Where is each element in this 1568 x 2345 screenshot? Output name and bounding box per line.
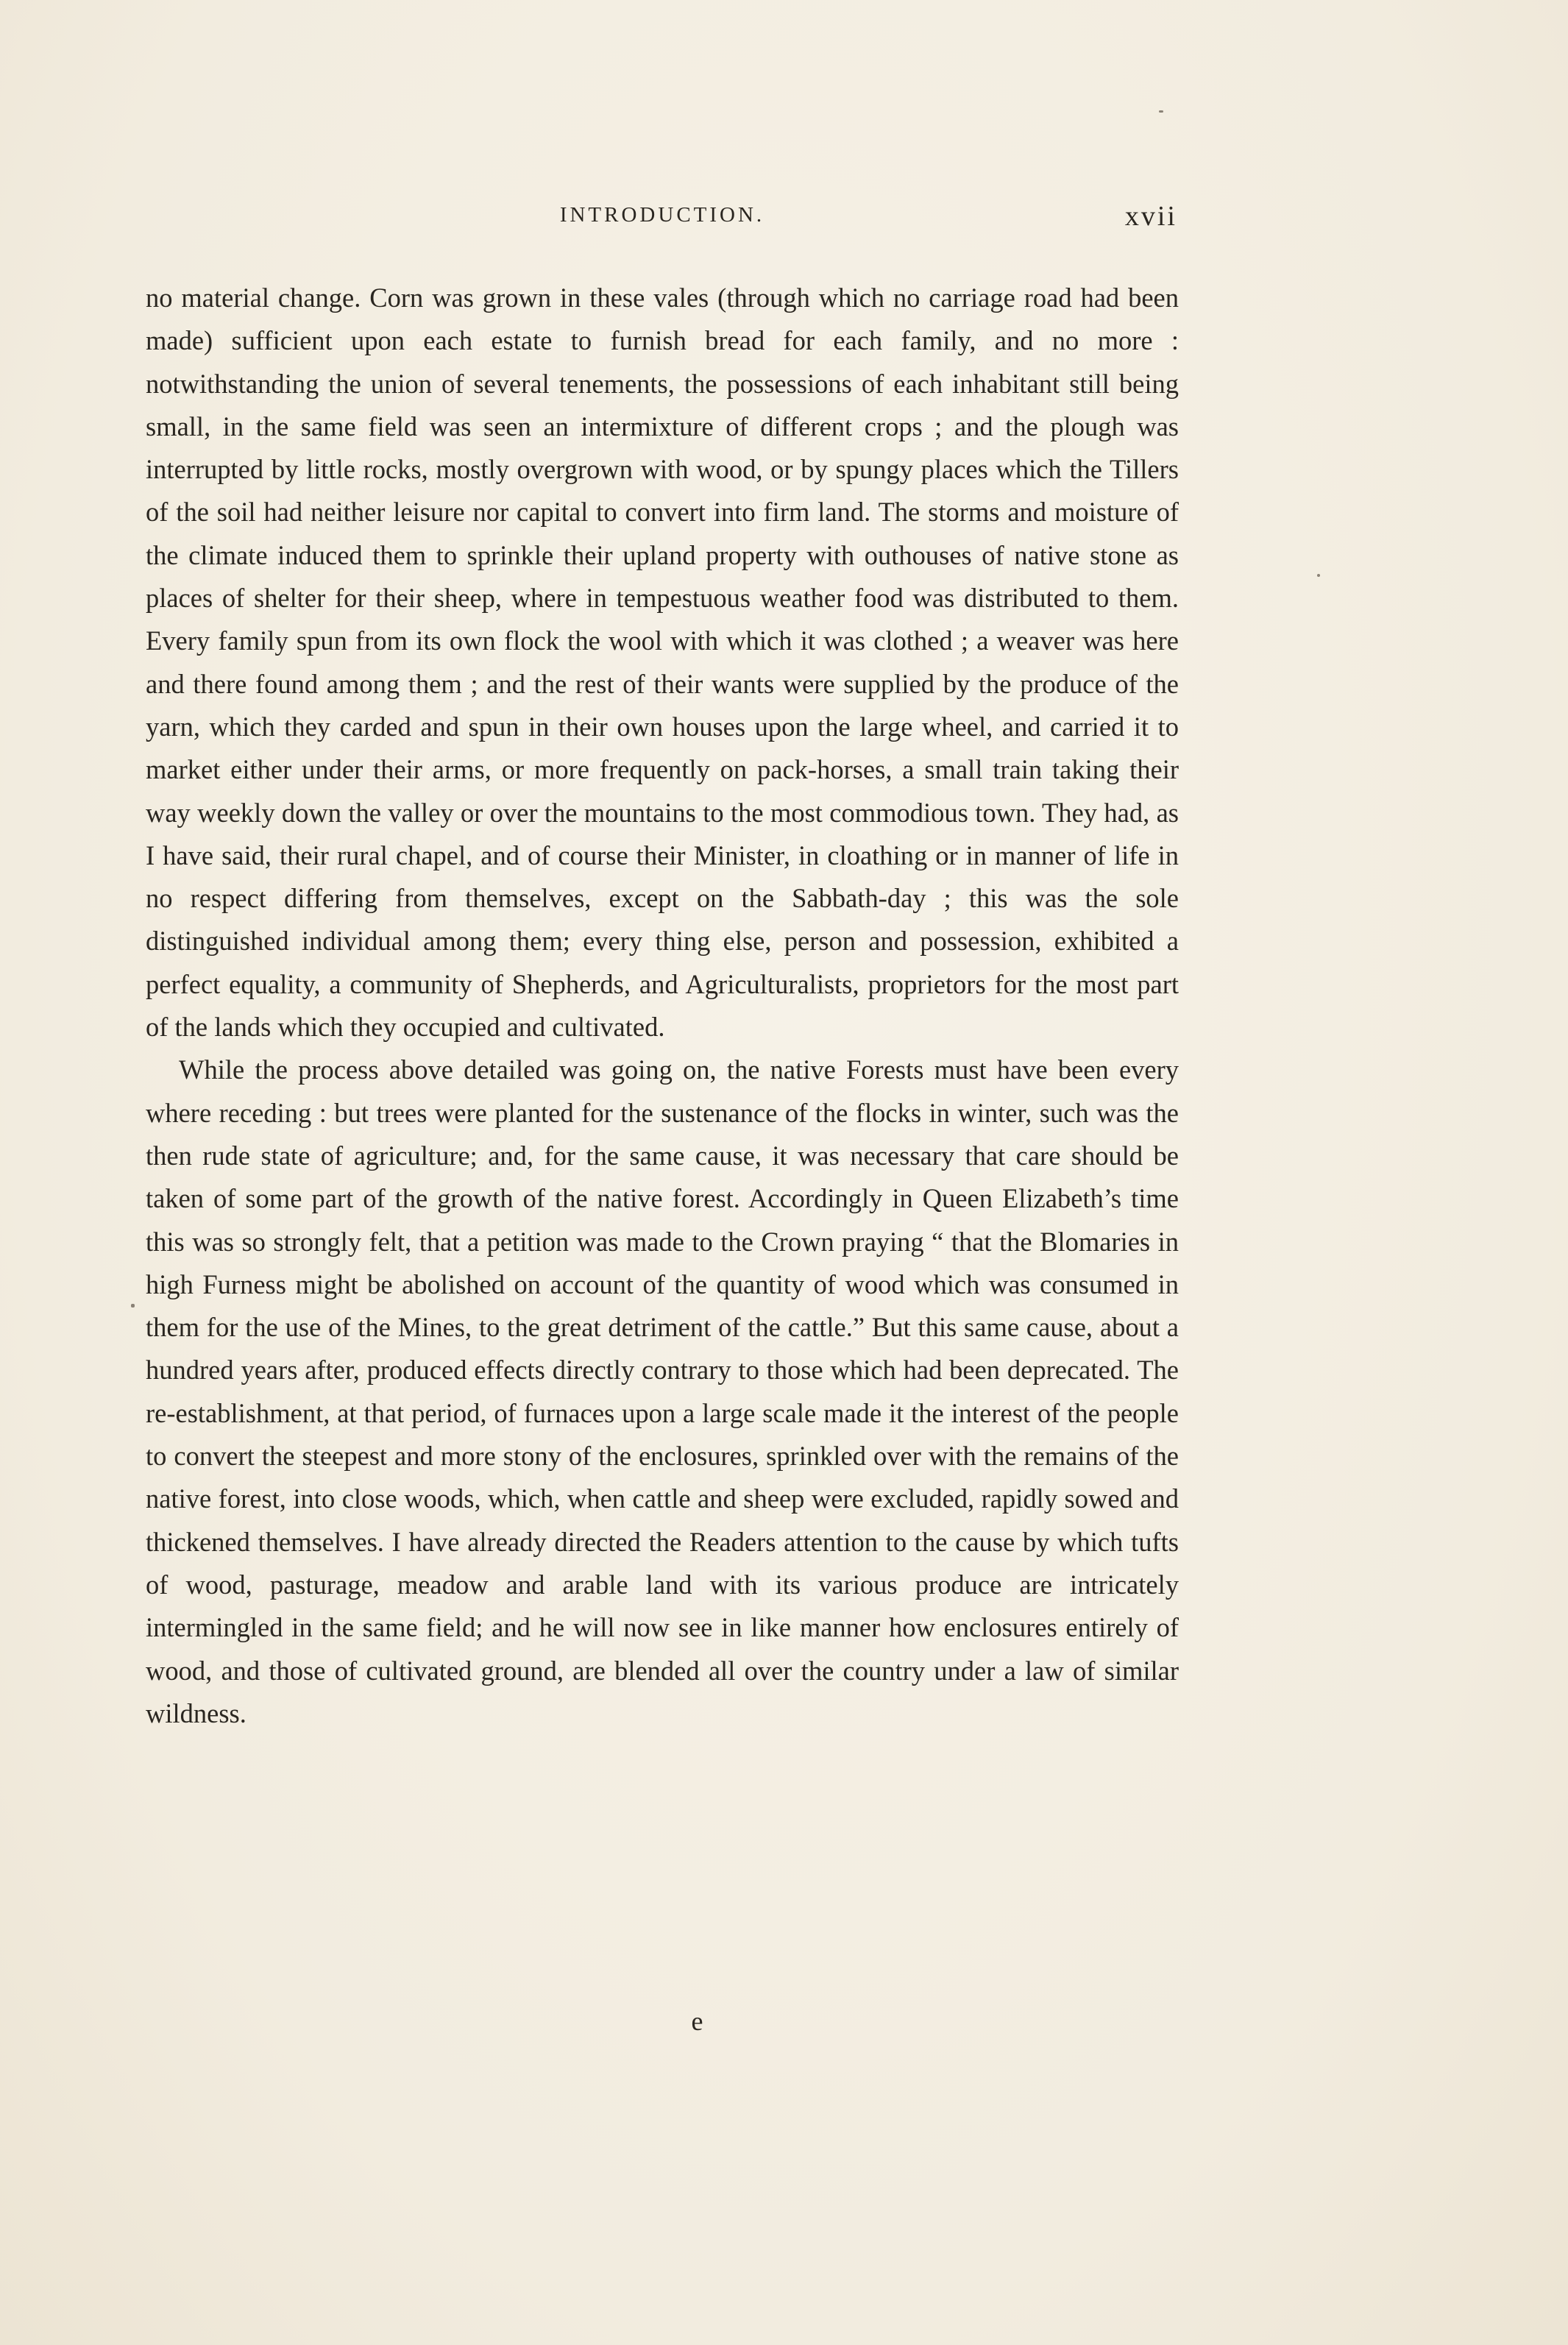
paper-speck	[131, 1304, 135, 1308]
paper-speck	[1159, 110, 1163, 113]
running-title: INTRODUCTION.	[559, 203, 765, 227]
paragraph-2: While the process above detailed was going on, the native Forests must have been every where receding : but trees were planted for the sustenance of the flocks in winter, such was the then rude state of agriculture; and, for the same cause, it was necessary that care should be taken of some part of the growth of the native forest. Accordingly in Queen Elizabeth’s time this was so strongly felt, that a petition was made to the Crown praying “ that the Blomaries in high Furness might be abolished on account of the quantity of wood which was consumed in them for the use of the Mines, to the great detriment of the cattle.” But this same cause, about a hundred years after, produced effects directly contrary to those which had been deprecated. The re-establishment, at that period, of furnaces upon a large scale made it the interest of the people to convert the steepest and more stony of the enclosures, sprinkled over with the remains of the native forest, into close woods, which, when cattle and sheep were excluded, rapidly sowed and thickened themselves. I have already directed the Readers attention to the cause by which tufts of wood, pasturage, meadow and arable land with its various produce are intricately intermingled in the same field; and he will now see in like manner how enclosures entirely of wood, and those of cultivated ground, are blended all over the country under a law of similar wildness.	[146, 1054, 1179, 1728]
signature-mark: e	[691, 2007, 703, 2036]
body-text	[146, 277, 1179, 1735]
paragraph-1: no material change. Corn was grown in these vales (through which no carriage road had been made) sufficient upon each estate to furnish bread for each family, and no more : notwithstanding the union of several tenements, the possessions of each inhabitant still being small, in the same field was seen an intermixture of different crops ; and the plough was interrupted by little rocks, mostly overgrown with wood, or by spungy places which the Tillers of the soil had neither leisure nor capital to convert into firm land. The storms and moisture of the climate induced them to sprinkle their upland property with outhouses of native stone as places of shelter for their sheep, where in tempestuous weather food was distributed to them. Every family spun from its own flock the wool with which it was clothed ; a weaver was here and there found among them ; and the rest of their wants were supplied by the produce of the yarn, which they carded and spun in their own houses upon the large wheel, and carried it to market either under their arms, or more frequently on pack-horses, a small train taking their way weekly down the valley or over the mountains to the most commodious town. They had, as I have said, their rural chapel, and of course their Minister, in cloathing or in manner of life in no respect differing from themselves, except on the Sabbath-day ; this was the sole distinguished individual among them; every thing else, person and possession, exhibited a perfect equality, a community of Shepherds, and Agriculturalists, proprietors for the most part of the lands which they occupied and cultivated.	[146, 283, 1179, 1043]
paper-speck	[1317, 574, 1320, 577]
running-head	[147, 200, 1177, 237]
page-number: xvii	[1124, 201, 1177, 232]
